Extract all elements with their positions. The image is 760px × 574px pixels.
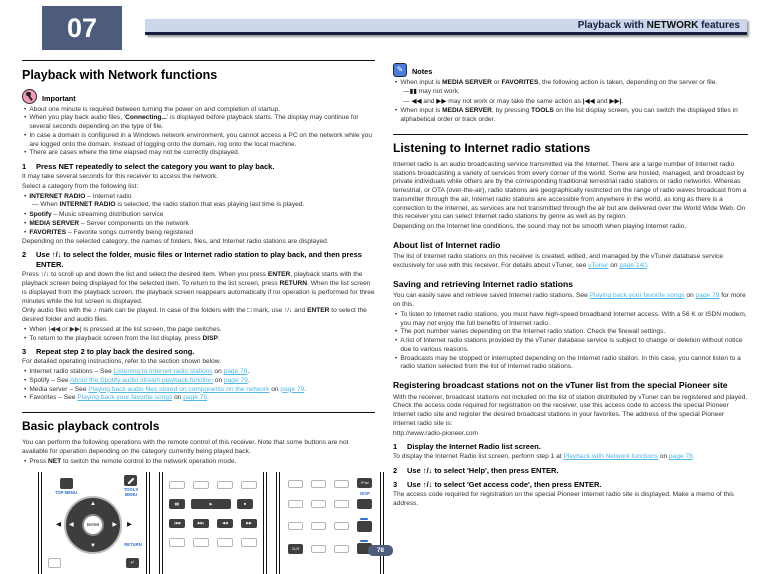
step-1-text: Select a category from the following list: <box>22 182 139 190</box>
step-1-text: Depending on the selected category, the names of folders, files, and Internet radio stations are displayed. <box>22 237 329 245</box>
clear-button <box>288 544 303 554</box>
fast-forward-icon: ▶▶ <box>246 521 252 526</box>
step-1-text: It may take several seconds for this receiver to access the network. <box>22 173 219 181</box>
important-pushpin-icon <box>22 89 37 104</box>
illegible-blue-label <box>360 518 368 520</box>
important-header <box>22 89 375 104</box>
unused-button <box>311 480 326 488</box>
registering-step-2-heading: 2 Use ↑/↓ to select 'Help', then press ENTER. <box>393 466 559 476</box>
unused-button <box>334 480 349 488</box>
disp-label: DISP <box>360 491 370 497</box>
category-item: • MEDIA SERVER – Server components on the network <box>22 220 375 229</box>
remote-panel-frame <box>159 472 267 574</box>
return-arrow-icon: ↵ <box>130 559 135 566</box>
remote-panel-frame <box>276 472 384 574</box>
reference-link-item[interactable]: • Spotify – See About the Spotify audio stream playback function on page 79. <box>22 377 375 386</box>
category-item: • INTERNET RADIO – Internet radio <box>22 193 375 202</box>
important-item: • About one minute is required between turning the power on and completion of startup. <box>22 106 375 115</box>
subsection-saving: Saving and retrieving Internet radio stations <box>393 278 574 289</box>
important-item: • When you play back audio files, 'Connecting...' is displayed before playback starts. The display may continue for several seconds depending on the type of file. <box>22 114 375 132</box>
chapter-number: 07 <box>66 12 98 43</box>
dpad-down-icon: ▼ <box>90 543 96 550</box>
unused-button <box>169 481 185 489</box>
remote-panel-dpad <box>41 472 147 574</box>
skip-forward-icon: ▶▶| <box>197 521 205 526</box>
add-favorite-label: +Fav <box>360 480 369 485</box>
step-2-text: Press ↑/↓ to scroll up and down the list and select the desired item. When you press ENTER, playback starts with the playback screen being displayed for the selected item. To return to the list screen, press RETURN. When the list screen is displayed from the playback screen, the playback screen reappears automatically if no operation is performed for three minutes while the list screen is displayed. <box>22 271 375 305</box>
section-title-listening: Listening to Internet radio stations <box>393 134 748 157</box>
remote-panel-extras <box>279 472 381 574</box>
step-2-bullet: • When |◀◀ or ▶▶| is pressed at the list screen, the page switches. <box>22 326 375 335</box>
stop-icon: ■ <box>243 501 247 506</box>
important-item: • In case a domain is configured in a Windows network environment, you cannot access a PC on the network while you are logged onto the domain. Instead of logging onto the domain, log onto the local machine. <box>22 132 375 150</box>
illegible-blue-label <box>360 540 368 542</box>
dpad-right-marker-icon: ▶ <box>127 521 132 529</box>
top-menu-button <box>60 478 73 489</box>
step-2-heading: 2 Use ↑/↓ to select the folder, music files or Internet radio station to play back, and then press ENTER. <box>22 250 362 270</box>
disp-button <box>357 499 372 509</box>
saving-item: • The port number varies depending on the Internet radio station. Check the firewall settings. <box>393 328 748 337</box>
unused-button <box>193 538 209 547</box>
tools-menu-button <box>124 475 137 486</box>
registering-paragraph: With the receiver, broadcast stations not included on the list of station distributed by vTuner can be registered and played. Check the access code required for registration on the receiver, use this access code to access the special Pioneer Internet radio site and register the desired broadcast stations in your favorites. The address of the special Pioneer Internet radio site is: <box>393 393 748 427</box>
listening-paragraph: Internet radio is an audio broadcasting service transmitted via the Internet. There are a large number of Internet radio stations broadcasting a variety of services from every corner of the world. Some are hosted, managed, and broadcast by private individuals while others are by the corresponding traditional terrestrial radio stations or radio networks. Whereas terrestrial, or OTA (over-the-air), radio stations are geographically restricted on the range of radio waves broadcast from a transmitter through the air, Internet radio stations are accessible from anywhere in the world, as long as there is a connection to the Internet, as services are not transmitted through the air but are delivered over the World Wide Web. On this receiver you can select Internet radio stations by genre as well as by region. <box>393 160 747 221</box>
pause-icon: ▮▮ <box>175 501 179 506</box>
notes-item: • When input is MEDIA SERVER or FAVORITES, the following action is taken, depending on the server or file. <box>393 79 748 88</box>
unlabeled-dark-button <box>357 521 372 532</box>
remote-control-illustration <box>38 472 375 574</box>
remote-panel-transport <box>162 472 264 574</box>
page-number: 78 <box>376 547 384 554</box>
notes-label: Notes <box>412 67 433 77</box>
chapter-number-badge <box>42 6 122 50</box>
notes-item: • When input is MEDIA SERVER, by pressing TOOLS on the list display screen, you can switch the displayed titles in alphabetical order or track order. <box>393 107 748 125</box>
unused-button <box>334 545 349 553</box>
unused-button <box>288 500 303 508</box>
notes-subitem: —▮▮ may not work. <box>403 87 460 95</box>
step-2-bullet: • To return to the playback screen from the list display, press DISP. <box>22 335 375 344</box>
unused-button <box>288 522 303 530</box>
page-number-badge <box>368 545 393 556</box>
dpad-right-icon: ▶ <box>112 522 117 529</box>
dpad-up-icon: ▲ <box>90 501 96 508</box>
pause-button <box>169 499 185 509</box>
listening-paragraph: Depending on the Internet line conditions, the sound may not be smooth when playing Internet radio. <box>393 223 687 231</box>
stop-button <box>237 499 253 509</box>
clear-label: CLR <box>291 546 300 551</box>
step-3-heading: 3 Repeat step 2 to play back the desired song. <box>22 347 195 357</box>
step-3-text: For detailed operating instructions, refer to the section shown below. <box>22 358 222 366</box>
unused-button <box>217 481 233 489</box>
subsection-registering: Registering broadcast stations not on the vTuner list from the special Pioneer site <box>393 380 728 391</box>
tools-menu-label: TOOLS MENU <box>123 487 139 498</box>
unused-button <box>241 538 257 547</box>
saving-paragraph: You can easily save and retrieve saved Internet radio stations. See Playing back your favorite songs on page 79 for more on this. <box>393 292 746 309</box>
step-2-text: Only audio files with the ♪ mark can be played. In case of the folders with the □ mark, use ↑/↓ and ENTER to select the desired folder and audio files. <box>22 307 367 324</box>
reference-link-item[interactable]: • Internet radio stations – See Listening to Internet radio stations on page 78. <box>22 368 375 377</box>
wrench-icon <box>127 477 134 484</box>
skip-back-button <box>169 519 185 528</box>
dpad-left-marker-icon: ◀ <box>56 521 61 529</box>
about-list-paragraph: The list of Internet radio stations on this receiver is created, edited, and managed by the vTuner database service exclusively for use with this receiver. For details about vTuner, see vTuner on page 140. <box>393 253 723 270</box>
important-label: Important <box>42 93 76 103</box>
dpad-left-icon: ◀ <box>69 522 74 529</box>
play-button <box>191 499 231 509</box>
section-title-basic-playback: Basic playback controls <box>22 412 375 435</box>
unused-button <box>334 522 349 530</box>
registering-step-1-heading: 1 Display the Internet Radio list screen. <box>393 442 541 452</box>
fast-forward-button <box>241 519 257 528</box>
step-1-heading: 1 Press NET repeatedly to select the category you want to play back. <box>22 162 275 172</box>
pioneer-radio-url[interactable]: http://www.radio-pioneer.com <box>393 429 479 437</box>
registering-step-3-heading: 3 Use ↑/↓ to select 'Get access code', then press ENTER. <box>393 480 602 490</box>
skip-forward-button <box>193 519 209 528</box>
unused-button <box>334 500 349 508</box>
category-item: • Spotify – Music streaming distribution service <box>22 211 375 220</box>
unused-button <box>193 481 209 489</box>
left-column <box>22 60 375 574</box>
rewind-icon: ◀◀ <box>222 521 228 526</box>
page-header-title: Playback with NETWORK features <box>577 20 740 31</box>
unused-button <box>48 558 61 568</box>
section-title-network-functions: Playback with Network functions <box>22 60 375 84</box>
return-button <box>126 558 139 568</box>
category-subnote: — When INTERNET RADIO is selected, the radio station that was playing last time is played. <box>32 201 305 209</box>
category-item: • FAVORITES – Favorite songs currently being registered <box>22 229 375 238</box>
play-icon: ▶ <box>209 501 213 506</box>
notes-pencil-icon: ✎ <box>393 63 407 77</box>
basic-playback-text: You can perform the following operations with the remote control of this receiver. Note that some buttons are not available for operation depending on the category currently being played back. <box>22 439 349 455</box>
unused-button <box>311 545 326 553</box>
unused-button <box>241 481 257 489</box>
saving-item: • Broadcasts may be stopped or interrupted depending on the Internet radio station. In this case, you cannot listen to a radio station selected from the list of Internet radio stations. <box>393 355 748 373</box>
return-label: RETURN <box>124 542 142 548</box>
registering-step-3-text: The access code required for registration on the special Pioneer Internet radio site is displayed. Make a memo of this address. <box>393 491 734 507</box>
skip-back-icon: |◀◀ <box>173 521 181 526</box>
reference-link-item[interactable]: • Favorites – See Playing back your favorite songs on page 79. <box>22 394 375 403</box>
important-item: • There are cases where the time elapsed may not be correctly displayed. <box>22 149 375 158</box>
notes-subitem: — ◀◀ and ▶▶ may not work or may take the same action as |◀◀ and ▶▶|. <box>403 97 624 105</box>
unused-button <box>288 480 303 488</box>
unused-button <box>311 500 326 508</box>
unused-button <box>169 538 185 547</box>
unused-button <box>311 522 326 530</box>
subsection-about-list: About list of Internet radio <box>393 239 501 250</box>
saving-item: • A list of Internet radio stations provided by the vTuner database service is subject to change or deletion without notice due to various reasons. <box>393 337 748 355</box>
reference-link-item[interactable]: • Media server – See Playing back audio files stored on components on the network on page 79. <box>22 386 375 395</box>
unused-button <box>217 538 233 547</box>
top-menu-label: TOP MENU <box>55 490 77 496</box>
enter-button: ENTER <box>82 514 104 536</box>
add-favorite-button <box>357 478 372 488</box>
page-header-bar <box>145 19 747 35</box>
basic-playback-bullet: • Press NET to switch the remote control to the network operation mode. <box>22 458 375 467</box>
notes-header <box>393 63 748 77</box>
saving-item: • To listen to Internet radio stations, you must have high-speed broadband Internet access. With a 56 K or ISDN modem, you may not enjoy the full benefits of Internet radio. <box>393 311 748 329</box>
dpad <box>64 496 122 554</box>
remote-panel-frame <box>38 472 150 574</box>
right-column <box>393 60 748 510</box>
registering-step-1-text: To display the Internet Radio list screen, perform step 1 at Playback with Network functions on page 78. <box>393 453 695 461</box>
rewind-button <box>217 519 233 528</box>
